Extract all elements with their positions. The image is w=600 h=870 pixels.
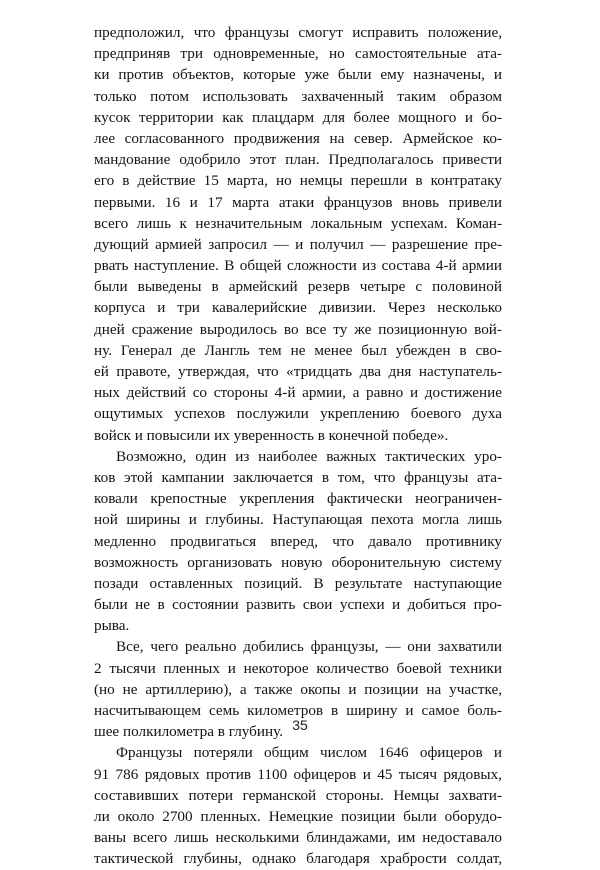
text-line: 91 786 рядовых против 1100 офицеров и 45 тысяч рядовых, bbox=[94, 765, 502, 783]
text-line: возможность организовать новую оборонительную систему bbox=[94, 553, 502, 571]
text-line: Все, чего реально добились французы, — они захватили bbox=[116, 638, 502, 656]
text-line: ли около 2700 пленных. Немецкие позиции были оборудо- bbox=[94, 807, 502, 825]
text-line: только потом использовать захваченный таким образом bbox=[94, 87, 502, 105]
text-line: составивших потери германской стороны. Немцы захвати- bbox=[94, 786, 502, 804]
text-line: Французы потеряли общим числом 1646 офицеров и bbox=[116, 744, 502, 762]
text-line: позади оставленных позиций. В результате наступающие bbox=[94, 574, 502, 592]
text-line: шее полкилометра в глубину. bbox=[94, 723, 284, 741]
text-line: ощутимых успехов послужили укреплению боевого духа bbox=[94, 405, 502, 423]
text-line: (но не артиллерию), а также окопы и позиции на участке, bbox=[94, 680, 502, 698]
text-line: первыми. 16 и 17 марта атаки французов вновь привели bbox=[94, 193, 502, 211]
text-line: тактической глубины, однако благодаря храбрости солдат, bbox=[94, 850, 502, 868]
text-line: ну. Генерал де Лангль тем не менее был убежден в сво- bbox=[94, 341, 502, 359]
text-line: его в действие 15 марта, но немцы перешли в контратаку bbox=[94, 172, 502, 190]
text-line: ных действий со стороны 4-й армии, а равно и достижение bbox=[94, 384, 502, 402]
text-line: мандование одобрило этот план. Предполагалось привести bbox=[94, 151, 502, 169]
text-line: войск и повысили их уверенность в конечной победе». bbox=[94, 426, 449, 444]
text-line: медленно продвигаться вперед, что давало противнику bbox=[94, 532, 502, 550]
body-text bbox=[94, 22, 502, 870]
text-line: насчитывающем семь километров в ширину и самое боль- bbox=[94, 702, 502, 719]
text-line: дующий армией запросил — и получил — разрешение пре- bbox=[94, 235, 502, 253]
text-line: ковали крепостные укрепления фактически неограничен- bbox=[94, 490, 502, 508]
text-line: всего лишь к незначительным локальным успехам. Коман- bbox=[94, 214, 502, 232]
text-line: дней сражение выродилось во все ту же позиционную вой- bbox=[94, 320, 502, 338]
text-line: предприняв три одновременные, но самостоятельные ата- bbox=[94, 45, 502, 63]
text-line: лее согласованного продвижения на север. Армейское ко- bbox=[94, 129, 502, 147]
paragraph bbox=[94, 742, 502, 869]
text-line: корпуса и три кавалерийские дивизии. Через несколько bbox=[94, 299, 502, 317]
paragraph bbox=[94, 22, 502, 446]
text-line: ваны всего лишь несколькими блиндажами, им недоставало bbox=[94, 829, 502, 847]
text-line: ной ширины и глубины. Наступающая пехота могла лишь bbox=[94, 511, 502, 529]
text-line: были не в состоянии развить свои успехи и добиться про- bbox=[94, 596, 502, 614]
paragraph bbox=[94, 446, 502, 637]
page-number: 35 bbox=[292, 717, 308, 733]
text-line: 2 тысячи пленных и некоторое количество боевой техники bbox=[94, 659, 502, 677]
text-line: рвать наступление. В общей сложности из состава 4-й армии bbox=[94, 257, 502, 275]
text-line: ей правоте, утверждая, что «тридцать два дня наступатель- bbox=[94, 363, 502, 380]
text-line: были выведены в армейский резерв четыре с половиной bbox=[94, 278, 502, 296]
text-line: предположил, что французы смогут исправить положение, bbox=[94, 24, 502, 41]
text-line: Возможно, один из наиболее важных тактических уро- bbox=[116, 447, 502, 465]
text-line: ков этой кампании заключается в том, что французы ата- bbox=[94, 468, 502, 486]
text-line: ки против объектов, которые уже были ему назначены, и bbox=[94, 66, 502, 84]
text-line: кусок территории как плацдарм для более мощного и бо- bbox=[94, 108, 502, 126]
text-line: рыва. bbox=[94, 617, 130, 635]
